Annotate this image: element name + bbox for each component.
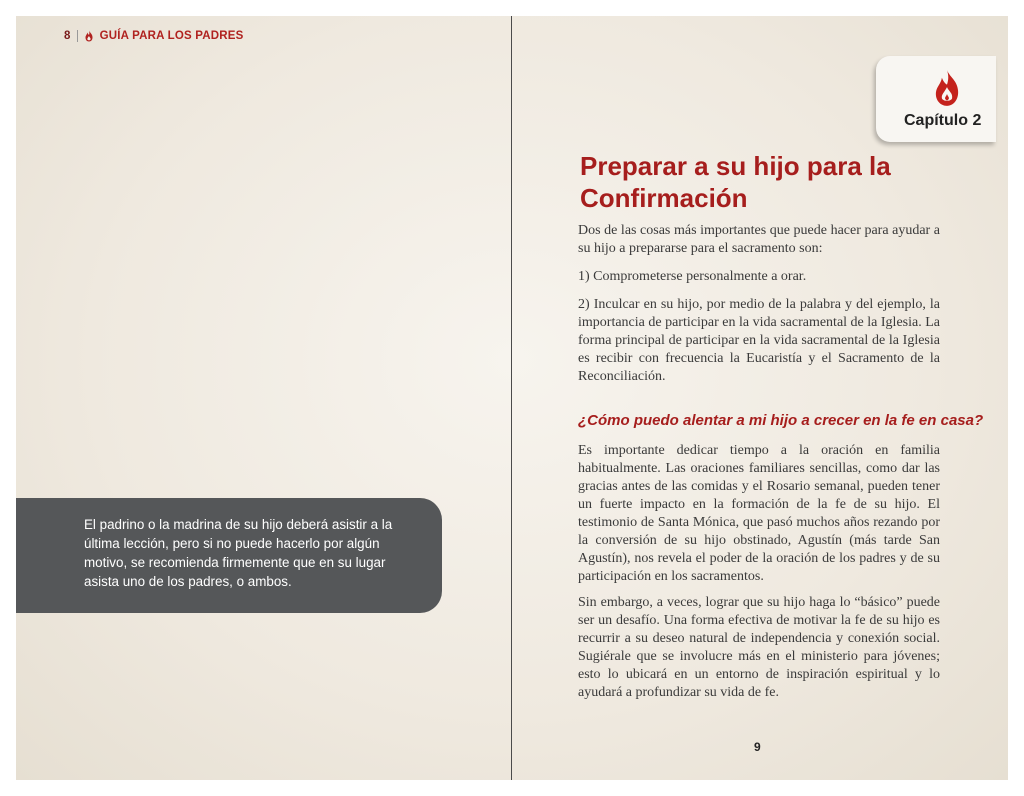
page-title: Preparar a su hijo para la Confirmación — [580, 151, 891, 213]
flame-icon — [930, 68, 964, 108]
paragraph-youth-ministry: Sin embargo, a veces, lograr que su hijo haga lo “básico” puede ser un desafío. Una forma efectiva de motivar la fe de su hijo es recurrir a su deseo natural de independencia y conexión social. Sugiérale que se involucre más en el ministerio para jóvenes; esto lo ubicará en un entorno de inspiración espiritual y lo ayudará a profundizar su vida de fe. — [578, 595, 940, 700]
paragraph-family-prayer: Es importante dedicar tiempo a la oración en familia habitualmente. Las oraciones familiares sencillas, como dar las gracias antes de las comidas y el Rosario semanal, pueden tener un fuerte impacto en la formación de la fe de su hijo. El testimonio de Santa Mónica, que pasó muchos años rezando por la conversión de su hijo obstinado, Agustín (más tarde San Agustín), nos revela el poder de la oración de los padres y de su participación en los sacramentos. — [578, 443, 940, 584]
point-one: 1) Comprometerse personalmente a orar. — [578, 269, 807, 284]
header-divider — [77, 30, 78, 42]
chapter-tab — [876, 56, 996, 142]
spine-divider — [511, 16, 512, 780]
intro-paragraph: Dos de las cosas más importantes que puede hacer para ayudar a su hijo a prepararse para el sacramento son: — [578, 223, 940, 256]
flame-icon — [84, 30, 94, 42]
page-number-right: 9 — [754, 740, 761, 754]
point-two: 2) Inculcar en su hijo, por medio de la palabra y del ejemplo, la importancia de participar en la vida sacramental de la Iglesia. La forma principal de participar en la vida sacramental de la Iglesia es recibir con frecuencia la Eucaristía y el Sacramento de la Reconciliación. — [578, 297, 940, 384]
section-subheading: ¿Cómo puedo alentar a mi hijo a crecer en la fe en casa? — [578, 412, 984, 429]
chapter-label: Capítulo 2 — [904, 112, 982, 129]
callout-text: El padrino o la madrina de su hijo deberá asistir a la última lección, pero si no puede hacerlo por algún motivo, se recomienda firmemente que en su lugar asista uno de los padres, o ambos. — [84, 517, 393, 589]
running-header-title: GUÍA PARA LOS PADRES — [99, 30, 244, 42]
left-page — [16, 16, 512, 780]
page-number-left: 8 — [64, 30, 71, 42]
running-header — [64, 30, 244, 42]
sponsor-callout-box — [16, 498, 442, 613]
